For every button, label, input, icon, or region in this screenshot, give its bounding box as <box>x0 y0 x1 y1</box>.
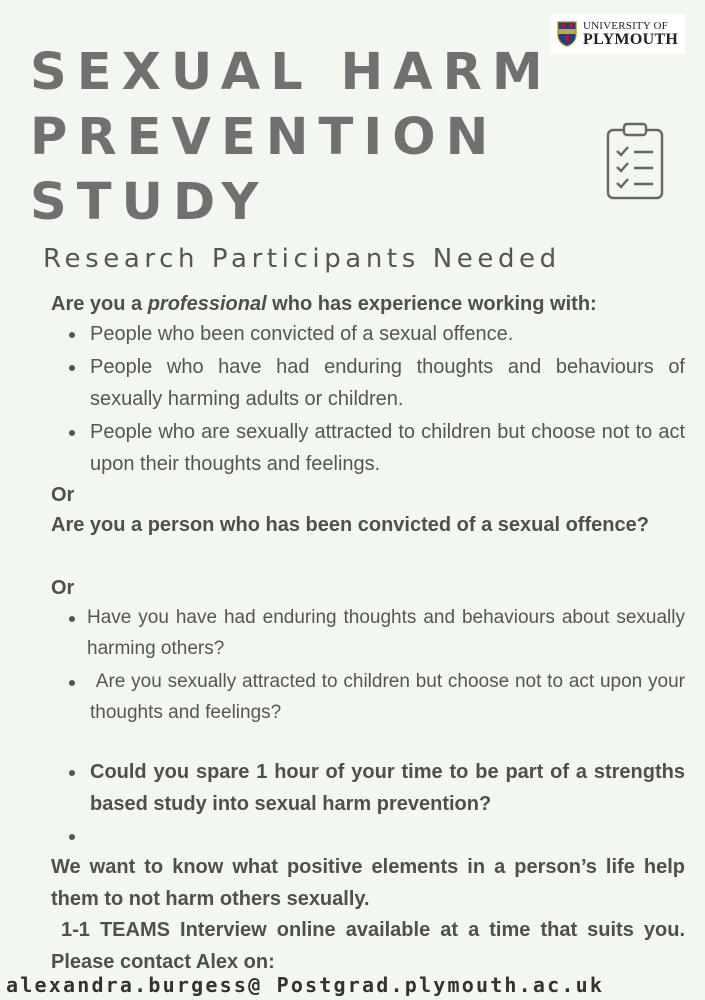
or-separator-1: Or <box>51 484 75 506</box>
professional-question-prefix: Are you a <box>51 293 148 315</box>
list-item: People who have had enduring thoughts and behaviours of sexually harming adults or children. <box>51 351 685 415</box>
empty-list-item <box>51 820 685 852</box>
university-logo <box>551 14 685 54</box>
person-list <box>51 602 691 728</box>
cta-list <box>51 756 685 852</box>
title-line-2: PREVENTION <box>30 108 499 167</box>
title-line-3: STUDY <box>30 173 269 232</box>
list-item: Are you sexually attracted to children but choose not to act upon your thoughts and feelings? <box>51 666 685 728</box>
closing-paragraph: We want to know what positive elements in a person’s life help them to not harm others sexually. <box>51 856 685 910</box>
subtitle: Research Participants Needed <box>43 244 561 274</box>
page-title <box>30 40 553 235</box>
logo-plymouth: PLYMOUTH <box>583 30 679 48</box>
list-item: Could you spare 1 hour of your time to be part of a strengths based study into sexual harm prevention? <box>51 756 685 820</box>
interview-paragraph: 1-1 TEAMS Interview online available at a time that suits you. Please contact Alex on: <box>51 919 685 973</box>
university-crest-icon <box>557 21 577 47</box>
professional-question <box>51 288 685 320</box>
clipboard-checklist-icon <box>606 122 664 200</box>
list-item: People who been convicted of a sexual offence. <box>51 318 685 350</box>
professional-question-suffix: who has experience working with: <box>266 293 597 315</box>
list-item: People who are sexually attracted to children but choose not to act upon their thoughts and feelings. <box>51 416 685 480</box>
list-item: Have you have had enduring thoughts and behaviours about sexually harming others? <box>51 602 685 664</box>
logo-university-of: UNIVERSITY OF <box>583 19 668 32</box>
or-separator-2: Or <box>51 577 75 599</box>
professional-list <box>51 318 685 481</box>
contact-email[interactable]: alexandra.burgess@ Postgrad.plymouth.ac.uk <box>6 973 605 997</box>
title-line-1: SEXUAL HARM <box>30 43 553 102</box>
person-question: Are you a person who has been convicted of a sexual offence? <box>51 514 649 536</box>
professional-question-emphasis: professional <box>147 293 267 315</box>
